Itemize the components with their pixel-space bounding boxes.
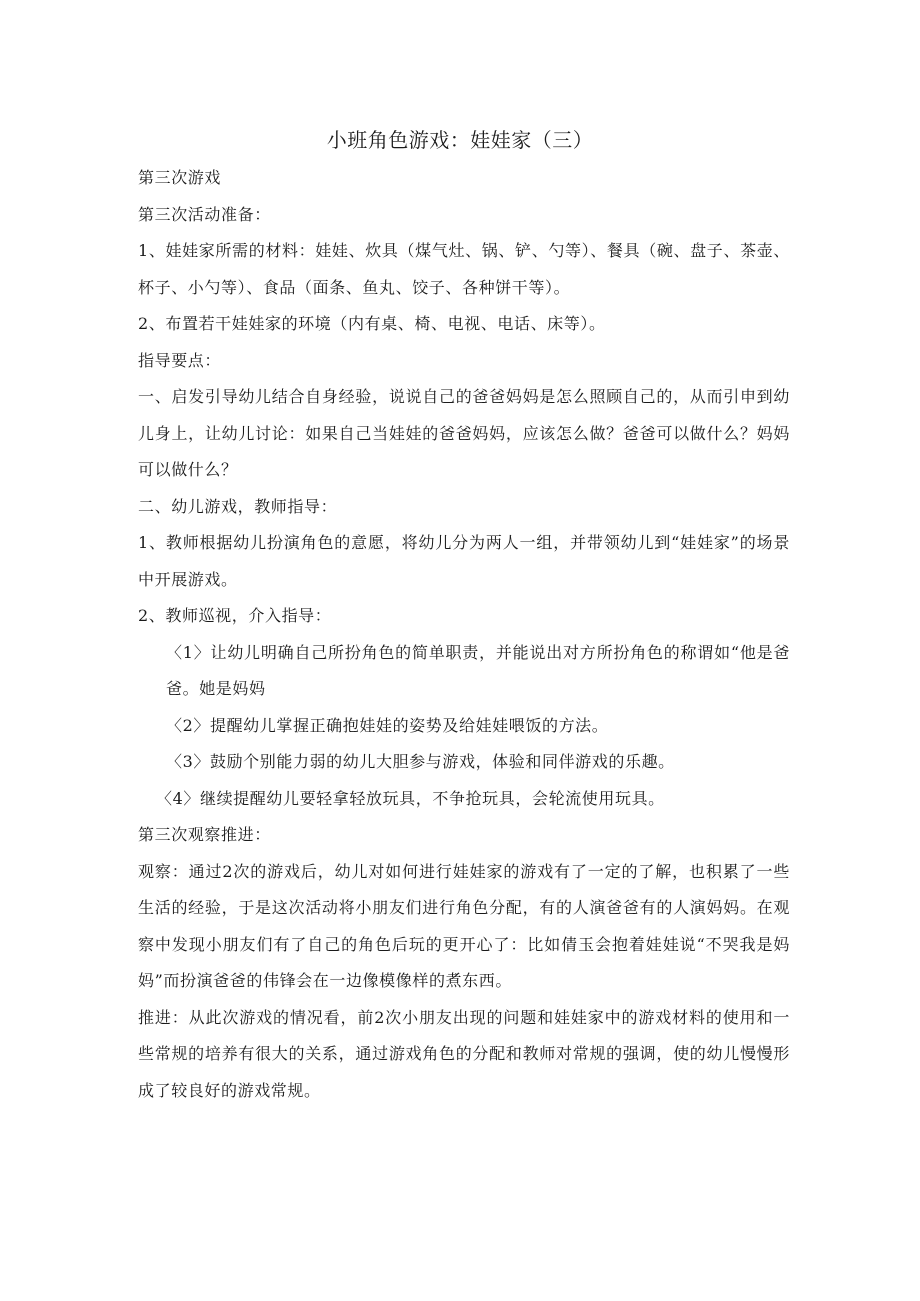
observation-paragraph: 观察：通过2次的游戏后，幼儿对如何进行娃娃家的游戏有了一定的了解，也积累了一些生活的经验，于是这次活动将小朋友们进行角色分配，有的人演爸爸有的人演妈妈。在观察中发现小朋友们有了自己的角色后玩的更开心了：比如倩玉会抱着娃娃说“不哭我是妈妈”而扮演爸爸的伟锋会在一边像模像样的煮东西。 [138,861,790,990]
preparation-item-2: 2、布置若干娃娃家的环境（内有桌、椅、电视、电话、床等）。 [138,314,606,333]
guidance-substep-3: 〈3〉鼓励个别能力弱的幼儿大胆参与游戏，体验和同伴游戏的乐趣。 [166,752,675,771]
guidance-point-1: 一、启发引导幼儿结合自身经验，说说自己的爸爸妈妈是怎么照顾自己的，从而引申到幼儿身上，让幼儿讨论：如果自己当娃娃的爸爸妈妈，应该怎么做？爸爸可以做什么？妈妈可以做什么？ [138,387,790,479]
section-heading-game: 第三次游戏 [138,168,222,187]
document-title: 小班角色游戏：娃娃家（三） [326,128,594,152]
guidance-step-2: 2、教师巡视，介入指导： [138,606,332,625]
section-heading-observation: 第三次观察推进： [138,825,271,844]
advancement-paragraph: 推进：从此次游戏的情况看，前2次小朋友出现的问题和娃娃家中的游戏材料的使用和一些常规的培养有很大的关系，通过游戏角色的分配和教师对常规的强调，使的幼儿慢慢形成了较良好的游戏常规。 [138,1007,790,1100]
section-heading-guidance: 指导要点： [138,350,222,370]
guidance-substep-2: 〈2〉提醒幼儿掌握正确抱娃娃的姿势及给娃娃喂饭的方法。 [166,715,609,735]
guidance-substep-4: 〈4〉继续提醒幼儿要轻拿轻放玩具，不争抢玩具，会轮流使用玩具。 [156,788,665,808]
guidance-substep-1: 〈1〉让幼儿明确自己所扮角色的简单职责，并能说出对方所扮角色的称谓如“他是爸爸。她是妈妈 [166,642,790,698]
guidance-step-1: 1、教师根据幼儿扮演角色的意愿，将幼儿分为两人一组，并带领幼儿到“娃娃家”的场景中开展游戏。 [138,533,790,589]
guidance-point-2: 二、幼儿游戏，教师指导： [138,496,338,516]
document-body [138,160,790,1109]
section-heading-preparation: 第三次活动准备： [138,204,271,224]
preparation-item-1: 1、娃娃家所需的材料：娃娃、炊具（煤气灶、锅、铲、勺等）、餐具（碗、盘子、茶壶、杯子、小勺等）、食品（面条、鱼丸、饺子、各种饼干等）。 [138,241,790,297]
